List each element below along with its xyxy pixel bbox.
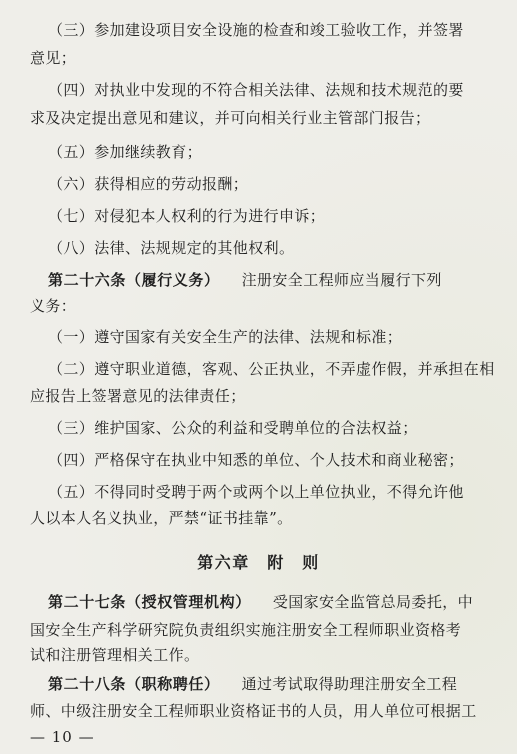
article-28: [48, 674, 457, 694]
text-line: （四）对执业中发现的不符合相关法律、法规和技术规范的要: [48, 81, 464, 99]
article-text: 受国家安全监管总局委托，中: [272, 593, 474, 611]
article-27: [48, 592, 473, 612]
chapter-title: 第六章 附 则: [197, 553, 320, 572]
text-line: （八）法律、法规规定的其他权利。: [48, 239, 295, 257]
text-line: 试和注册管理相关工作。: [30, 646, 200, 664]
article-heading: 第二十六条（履行义务）: [48, 271, 220, 289]
text-line: （二）遵守职业道德，客观、公正执业，不弄虚作假，并承担在相: [48, 360, 495, 378]
text-line: 国安全生产科学研究院负责组织实施注册安全工程师职业资格考: [30, 621, 462, 639]
article-heading: 第二十八条（职称聘任）: [48, 675, 220, 693]
text-line: 应报告上签署意见的法律责任；: [30, 387, 246, 405]
text-line: （一）遵守国家有关安全生产的法律、法规和标准；: [48, 328, 403, 346]
article-heading: 第二十七条（授权管理机构）: [48, 593, 251, 611]
article-26: [48, 270, 442, 290]
text-line: （六）获得相应的劳动报酬；: [48, 175, 249, 193]
text-line: 人以本人名义执业，严禁“证书挂靠”。: [30, 509, 293, 527]
page-number: — 10 —: [30, 728, 95, 746]
article-text: 注册安全工程师应当履行下列: [241, 271, 442, 289]
text-line: （四）严格保守在执业中知悉的单位、个人技术和商业秘密；: [48, 451, 464, 469]
text-line: 义务：: [30, 297, 77, 315]
text-line: （三）参加建设项目安全设施的检查和竣工验收工作，并签署: [48, 21, 464, 39]
article-text: 通过考试取得助理注册安全工程: [241, 675, 458, 693]
text-line: （五）不得同时受聘于两个或两个以上单位执业，不得允许他: [48, 483, 464, 501]
text-line: 师、中级注册安全工程师职业资格证书的人员，用人单位可根据工: [30, 702, 477, 720]
text-line: （三）维护国家、公众的利益和受聘单位的合法权益；: [48, 419, 418, 437]
text-line: （五）参加继续教育；: [48, 143, 203, 161]
text-line: （七）对侵犯本人权利的行为进行申诉；: [48, 207, 326, 225]
text-line: 求及决定提出意见和建议，并可向相关行业主管部门报告；: [30, 109, 431, 127]
text-line: 意见；: [30, 49, 77, 67]
